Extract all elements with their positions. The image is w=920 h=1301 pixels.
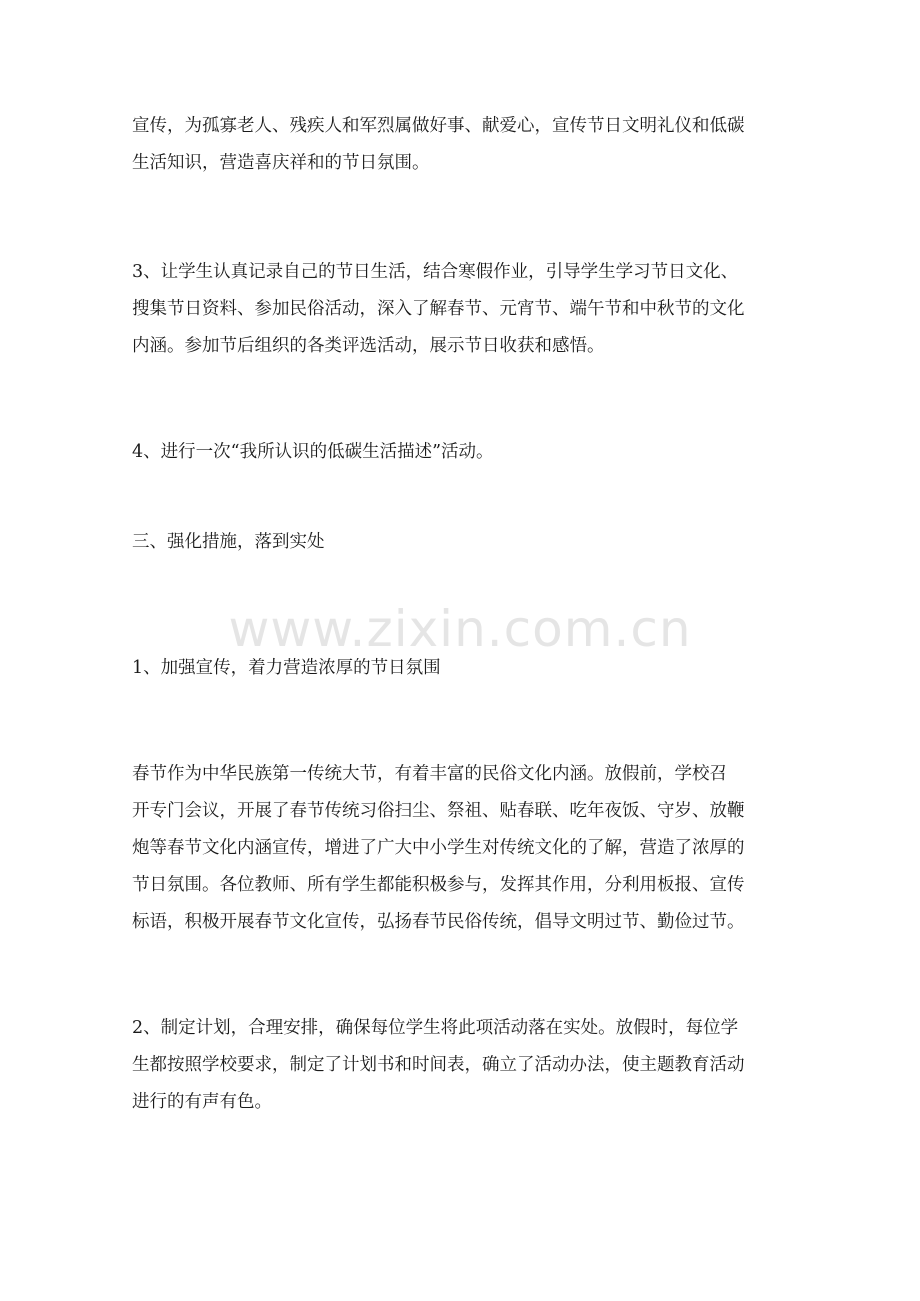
paragraph-item-4 — [132, 434, 792, 471]
subheading-1 — [132, 650, 792, 687]
text-line: 搜集节日资料、参加民俗活动，深入了解春节、元宵节、端午节和中秋节的文化 — [132, 299, 745, 319]
subheading-2 — [132, 1010, 792, 1121]
paragraph-spring-festival — [132, 756, 792, 941]
watermark: www.zixin.com.cn — [228, 600, 692, 658]
text-line: 春节作为中华民族第一传统大节，有着丰富的民俗文化内涵。放假前，学校召 — [132, 764, 727, 784]
paragraph-continuation — [132, 108, 792, 182]
text-line: 3、让学生认真记录自己的节日生活，结合寒假作业，引导学生学习节日文化、 — [132, 262, 739, 282]
text-line: 4、进行一次“我所认识的低碳生活描述”活动。 — [132, 442, 494, 462]
text-line: 炮等春节文化内涵宣传，增进了广大中小学生对传统文化的了解，营造了浓厚的 — [132, 838, 745, 858]
text-line: 节日氛围。各位教师、所有学生都能积极参与，发挥其作用，分利用板报、宣传 — [132, 875, 745, 895]
text-line: 1、加强宣传，着力营造浓厚的节日氛围 — [132, 658, 441, 678]
paragraph-item-3 — [132, 254, 792, 365]
text-line: 生都按照学校要求，制定了计划书和时间表，确立了活动办法，使主题教育活动 — [132, 1055, 745, 1075]
text-line: 生活知识，营造喜庆祥和的节日氛围。 — [132, 153, 430, 173]
text-line: 标语，积极开展春节文化宣传，弘扬春节民俗传统，倡导文明过节、勤俭过节。 — [132, 912, 745, 932]
text-line: 宣传，为孤寡老人、残疾人和军烈属做好事、献爱心，宣传节日文明礼仪和低碳 — [132, 116, 745, 136]
section-heading-3 — [132, 524, 792, 561]
text-line: 开专门会议，开展了春节传统习俗扫尘、祭祖、贴春联、吃年夜饭、守岁、放鞭 — [132, 801, 745, 821]
text-line: 2、制定计划，合理安排，确保每位学生将此项活动落在实处。放假时，每位学 — [132, 1018, 739, 1038]
text-line: 三、强化措施，落到实处 — [132, 532, 325, 552]
text-line: 进行的有声有色。 — [132, 1092, 272, 1112]
text-line: 内涵。参加节后组织的各类评选活动，展示节日收获和感悟。 — [132, 336, 605, 356]
